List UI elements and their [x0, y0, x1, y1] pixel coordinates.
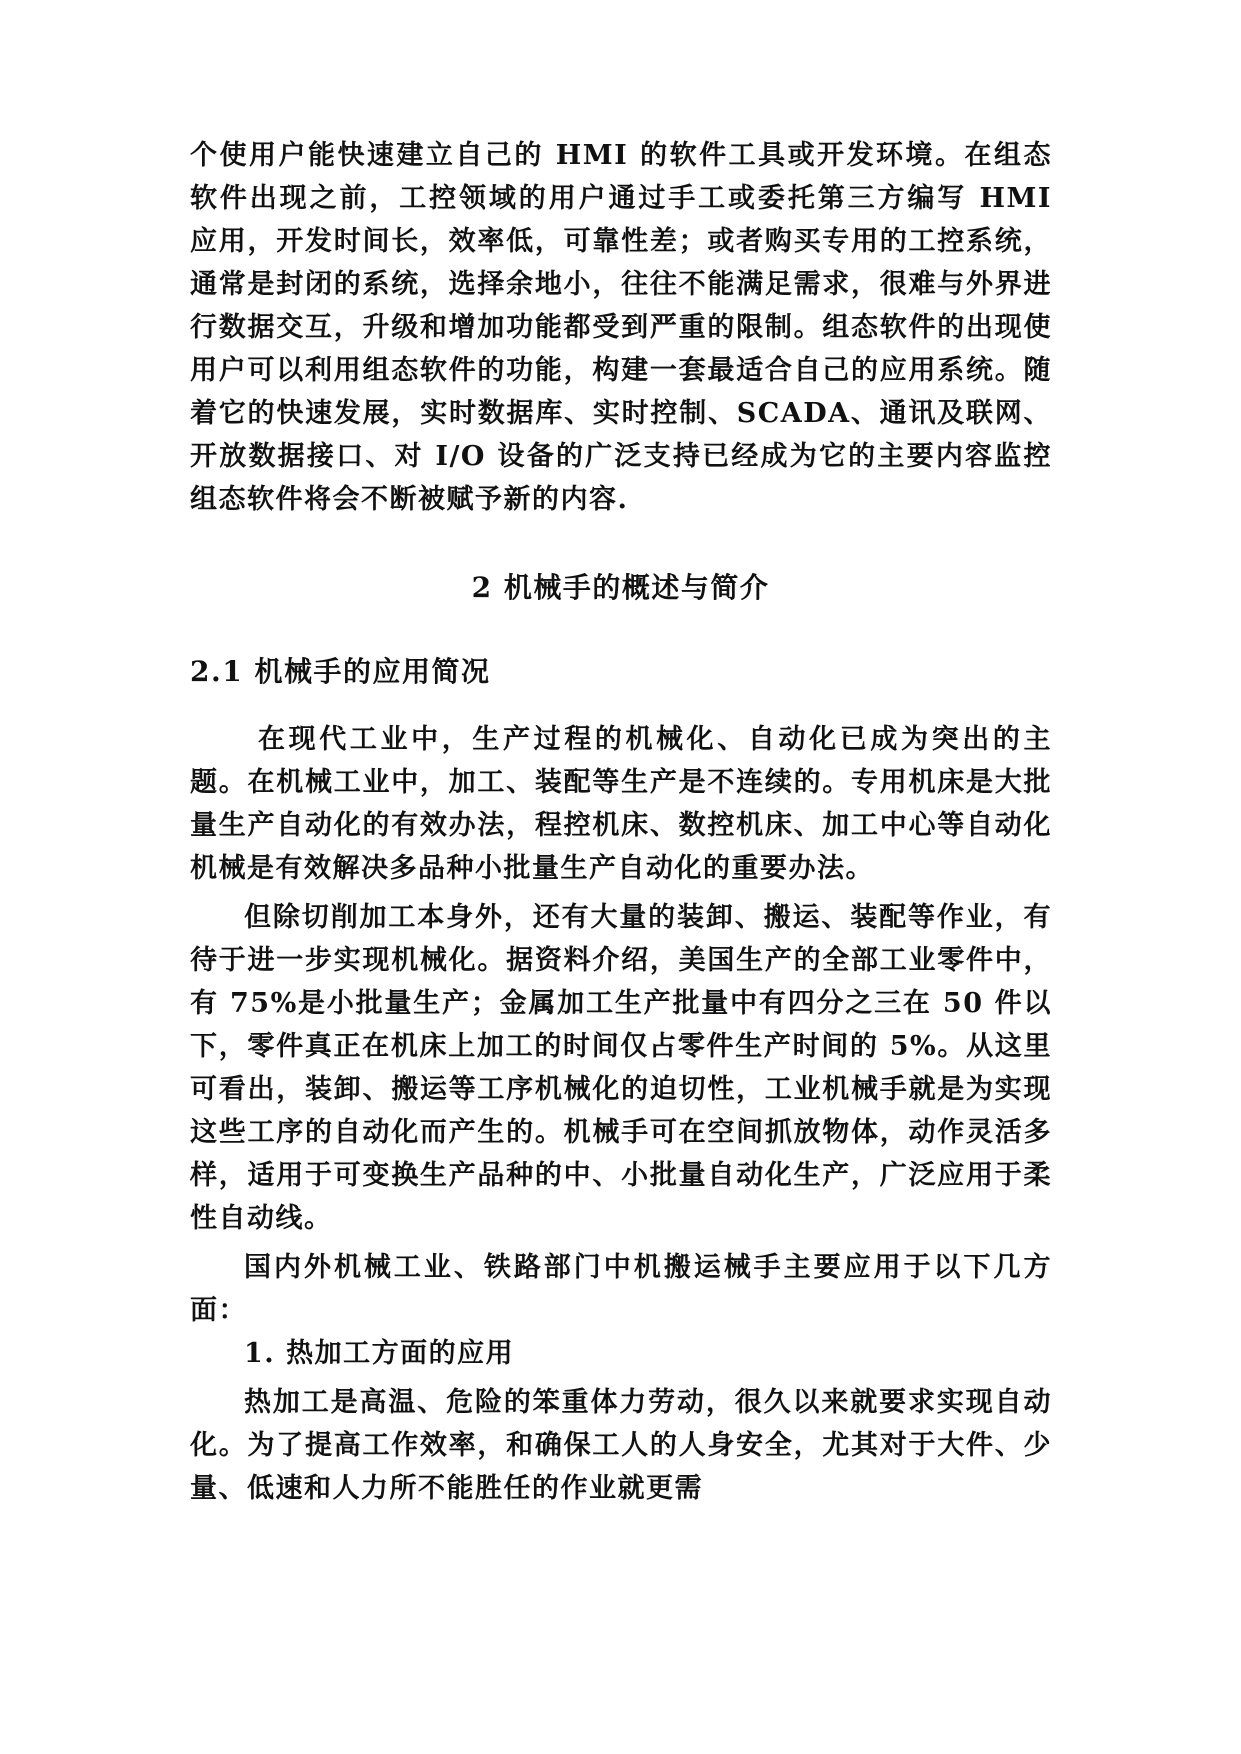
intro-text-block — [190, 134, 1052, 521]
paragraph-modern-industry: 在现代工业中，生产过程的机械化、自动化已成为突出的主题。在机械工业中，加工、装配等生产是不连续的。专用机床是大批量生产自动化的有效办法，程控机床、数控机床、加工中心等自动化机械是有效解决多品种小批量生产自动化的重要办法。 — [190, 724, 1052, 884]
intro-paragraph: 个使用户能快速建立自己的 HMI 的软件工具或开发环境。在组态软件出现之前，工控领域的用户通过手工或委托第三方编写 HMI 应用，开发时间长，效率低，可靠性差；或者购买专用的工控系统，通常是封闭的系统，选择余地小，往往不能满足需求，很难与外界进行数据交互，升级和增加功能都受到严重的限制。组态软件的出现使用户可以利用组态软件的功能，构建一套最适合自己的应用系统。随着它的快速发展，实时数据库、实时控制、SCADA、通讯及联网、开放数据接口、对 I/O 设备的广泛支持已经成为它的主要内容监控组态软件将会不断被赋予新的内容. — [190, 140, 1052, 515]
section-title: 2 机械手的概述与简介 — [471, 571, 770, 604]
list-item-hot-working: 1. 热加工方面的应用 — [244, 1338, 515, 1369]
subsection-title: 2.1 机械手的应用简况 — [190, 655, 491, 688]
paragraph-hot-working: 热加工是高温、危险的笨重体力劳动，很久以来就要求实现自动化。为了提高工作效率，和确保工人的人身安全，尤其对于大件、少量、低速和人力所不能胜任的作业就更需 — [190, 1387, 1052, 1504]
paragraph-loading-handling: 但除切削加工本身外，还有大量的装卸、搬运、装配等作业，有待于进一步实现机械化。据资料介绍，美国生产的全部工业零件中，有 75%是小批量生产；金属加工生产批量中有四分之三在 50 件以下，零件真正在机床上加工的时间仅占零件生产时间的 5%。从这里可看出，装卸、搬运等工序机械化的迫切性，工业机械手就是为实现这些工序的自动化而产生的。机械手可在空间抓放物体，动作灵活多样，适用于可变换生产品种的中、小批量自动化生产，广泛应用于柔性自动线。 — [190, 902, 1052, 1234]
body-text-block — [190, 718, 1052, 1510]
paragraph-applications-intro: 国内外机械工业、铁路部门中机搬运械手主要应用于以下几方面： — [190, 1252, 1052, 1326]
